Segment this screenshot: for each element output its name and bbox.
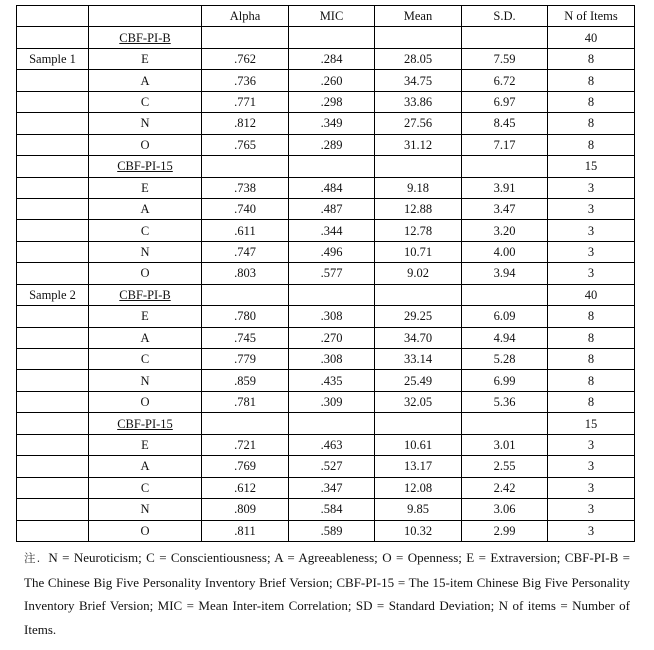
n-cell: 3: [548, 241, 635, 262]
header-mean: Mean: [375, 6, 462, 27]
n-cell: 8: [548, 349, 635, 370]
mean-cell: 10.32: [375, 520, 462, 541]
n-cell: 8: [548, 134, 635, 155]
sample-cell: [17, 156, 89, 177]
sd-cell: 2.55: [462, 456, 548, 477]
sd-cell: [462, 413, 548, 434]
scale-name: CBF-PI-B: [119, 287, 171, 302]
alpha-cell: .765: [202, 134, 289, 155]
table-row: [17, 520, 635, 541]
n-cell: 3: [548, 456, 635, 477]
factor-cell: E: [89, 177, 202, 198]
n-cell: 3: [548, 520, 635, 541]
sample-cell: [17, 27, 89, 48]
note-mark: 注.: [24, 551, 41, 565]
table-row: [17, 70, 635, 91]
header-scale: [89, 6, 202, 27]
n-cell: 8: [548, 113, 635, 134]
sd-cell: 6.09: [462, 306, 548, 327]
sd-cell: 6.72: [462, 70, 548, 91]
reliability-table: [16, 5, 635, 542]
table-row: [17, 134, 635, 155]
header-alpha: Alpha: [202, 6, 289, 27]
sample-cell: [17, 241, 89, 262]
sample-cell: Sample 1: [17, 48, 89, 69]
table-row: [17, 477, 635, 498]
table-row: [17, 434, 635, 455]
mean-cell: 12.88: [375, 198, 462, 219]
mic-cell: .308: [289, 349, 375, 370]
alpha-cell: .740: [202, 198, 289, 219]
n-cell: 15: [548, 156, 635, 177]
alpha-cell: [202, 156, 289, 177]
n-cell: 3: [548, 434, 635, 455]
factor-cell: C: [89, 349, 202, 370]
alpha-cell: [202, 284, 289, 305]
sample-cell: [17, 520, 89, 541]
table-row: [17, 456, 635, 477]
factor-cell: A: [89, 456, 202, 477]
scale-header-row: [17, 284, 635, 305]
sd-cell: 4.00: [462, 241, 548, 262]
table-row: [17, 499, 635, 520]
sample-cell: [17, 391, 89, 412]
table-row: [17, 91, 635, 112]
sample-cell: [17, 198, 89, 219]
table-body: [17, 27, 635, 542]
sd-cell: 5.28: [462, 349, 548, 370]
sd-cell: 5.36: [462, 391, 548, 412]
sd-cell: 4.94: [462, 327, 548, 348]
scale-name-cell: [89, 156, 202, 177]
sample-cell: [17, 413, 89, 434]
scale-name-cell: [89, 27, 202, 48]
n-cell: 8: [548, 306, 635, 327]
n-cell: 3: [548, 198, 635, 219]
factor-cell: O: [89, 391, 202, 412]
mic-cell: .349: [289, 113, 375, 134]
sample-cell: [17, 70, 89, 91]
mean-cell: 25.49: [375, 370, 462, 391]
mic-cell: [289, 156, 375, 177]
n-cell: 8: [548, 70, 635, 91]
sample-cell: [17, 134, 89, 155]
sample-cell: [17, 456, 89, 477]
n-cell: 3: [548, 177, 635, 198]
scale-header-row: [17, 413, 635, 434]
factor-cell: E: [89, 306, 202, 327]
mean-cell: [375, 413, 462, 434]
n-cell: 8: [548, 370, 635, 391]
scale-header-row: [17, 27, 635, 48]
sd-cell: [462, 27, 548, 48]
alpha-cell: [202, 27, 289, 48]
mic-cell: .270: [289, 327, 375, 348]
mean-cell: 9.02: [375, 263, 462, 284]
factor-cell: O: [89, 134, 202, 155]
n-cell: 3: [548, 477, 635, 498]
sd-cell: 3.06: [462, 499, 548, 520]
sample-cell: [17, 477, 89, 498]
mean-cell: 34.75: [375, 70, 462, 91]
n-cell: 8: [548, 391, 635, 412]
alpha-cell: .769: [202, 456, 289, 477]
table-row: [17, 370, 635, 391]
alpha-cell: [202, 413, 289, 434]
alpha-cell: .811: [202, 520, 289, 541]
factor-cell: A: [89, 327, 202, 348]
sample-cell: [17, 327, 89, 348]
factor-cell: A: [89, 70, 202, 91]
sample-cell: [17, 499, 89, 520]
sd-cell: [462, 156, 548, 177]
mic-cell: .463: [289, 434, 375, 455]
mic-cell: .308: [289, 306, 375, 327]
header-sample: [17, 6, 89, 27]
table-row: [17, 349, 635, 370]
factor-cell: C: [89, 91, 202, 112]
mic-cell: .496: [289, 241, 375, 262]
alpha-cell: .745: [202, 327, 289, 348]
alpha-cell: .859: [202, 370, 289, 391]
factor-cell: N: [89, 370, 202, 391]
factor-cell: O: [89, 263, 202, 284]
mean-cell: 33.14: [375, 349, 462, 370]
n-cell: 8: [548, 327, 635, 348]
sd-cell: 7.59: [462, 48, 548, 69]
table-row: [17, 113, 635, 134]
mic-cell: .527: [289, 456, 375, 477]
alpha-cell: .611: [202, 220, 289, 241]
mean-cell: 33.86: [375, 91, 462, 112]
sd-cell: 2.42: [462, 477, 548, 498]
table-row: [17, 327, 635, 348]
mic-cell: .289: [289, 134, 375, 155]
scale-name: CBF-PI-15: [117, 416, 173, 431]
mic-cell: .284: [289, 48, 375, 69]
table-row: [17, 198, 635, 219]
n-cell: 3: [548, 263, 635, 284]
factor-cell: A: [89, 198, 202, 219]
mean-cell: 12.08: [375, 477, 462, 498]
alpha-cell: .781: [202, 391, 289, 412]
table-title-clipped: [0, 0, 654, 4]
note-text: N = Neuroticism; C = Conscientiousness; A = Agreeableness; O = Openness; E = Extraversion; CBF-PI-B = The Chinese Big Five Personality Inventory Brief Version; CBF-PI-15 = The 15-item Chinese Big Five Personality Inventory Brief Version; MIC = Mean Inter-item Correlation; SD = Standard Deviation; N of items = Number of Items.: [24, 550, 630, 637]
alpha-cell: .812: [202, 113, 289, 134]
table-row: [17, 177, 635, 198]
mic-cell: .584: [289, 499, 375, 520]
mic-cell: [289, 284, 375, 305]
sample-cell: [17, 370, 89, 391]
mean-cell: 31.12: [375, 134, 462, 155]
n-cell: 40: [548, 284, 635, 305]
factor-cell: N: [89, 499, 202, 520]
sample-cell: [17, 220, 89, 241]
scale-header-row: [17, 156, 635, 177]
mean-cell: 29.25: [375, 306, 462, 327]
mic-cell: .577: [289, 263, 375, 284]
mean-cell: 12.78: [375, 220, 462, 241]
sample-cell: [17, 434, 89, 455]
alpha-cell: .803: [202, 263, 289, 284]
mic-cell: [289, 27, 375, 48]
sd-cell: 6.99: [462, 370, 548, 391]
mic-cell: .347: [289, 477, 375, 498]
header-n-items: N of Items: [548, 6, 635, 27]
alpha-cell: .762: [202, 48, 289, 69]
scale-name-cell: [89, 284, 202, 305]
alpha-cell: .771: [202, 91, 289, 112]
alpha-cell: .612: [202, 477, 289, 498]
sd-cell: 6.97: [462, 91, 548, 112]
alpha-cell: .736: [202, 70, 289, 91]
factor-cell: C: [89, 477, 202, 498]
table-row: [17, 306, 635, 327]
sample-cell: [17, 113, 89, 134]
sd-cell: 3.91: [462, 177, 548, 198]
mean-cell: [375, 284, 462, 305]
mean-cell: 9.18: [375, 177, 462, 198]
table-row: [17, 220, 635, 241]
factor-cell: E: [89, 434, 202, 455]
mean-cell: 28.05: [375, 48, 462, 69]
n-cell: 15: [548, 413, 635, 434]
table-row: [17, 391, 635, 412]
sd-cell: 3.94: [462, 263, 548, 284]
table-row: [17, 241, 635, 262]
table-note: [24, 546, 630, 641]
table-row: [17, 263, 635, 284]
mic-cell: .344: [289, 220, 375, 241]
mean-cell: 32.05: [375, 391, 462, 412]
sd-cell: 7.17: [462, 134, 548, 155]
factor-cell: N: [89, 241, 202, 262]
header-mic: MIC: [289, 6, 375, 27]
n-cell: 3: [548, 499, 635, 520]
mean-cell: [375, 156, 462, 177]
mean-cell: [375, 27, 462, 48]
header-row: [17, 6, 635, 27]
factor-cell: E: [89, 48, 202, 69]
alpha-cell: .721: [202, 434, 289, 455]
mic-cell: .484: [289, 177, 375, 198]
n-cell: 40: [548, 27, 635, 48]
mic-cell: .260: [289, 70, 375, 91]
n-cell: 8: [548, 48, 635, 69]
alpha-cell: .809: [202, 499, 289, 520]
scale-name: CBF-PI-B: [119, 30, 171, 45]
sd-cell: 3.20: [462, 220, 548, 241]
mean-cell: 27.56: [375, 113, 462, 134]
mean-cell: 13.17: [375, 456, 462, 477]
n-cell: 3: [548, 220, 635, 241]
mic-cell: .309: [289, 391, 375, 412]
factor-cell: N: [89, 113, 202, 134]
sd-cell: 8.45: [462, 113, 548, 134]
mic-cell: .487: [289, 198, 375, 219]
table-row: [17, 48, 635, 69]
sd-cell: 2.99: [462, 520, 548, 541]
mean-cell: 9.85: [375, 499, 462, 520]
scale-name-cell: [89, 413, 202, 434]
sample-cell: Sample 2: [17, 284, 89, 305]
mic-cell: .589: [289, 520, 375, 541]
mic-cell: .298: [289, 91, 375, 112]
mean-cell: 10.71: [375, 241, 462, 262]
sd-cell: [462, 284, 548, 305]
header-sd: S.D.: [462, 6, 548, 27]
alpha-cell: .779: [202, 349, 289, 370]
sample-cell: [17, 349, 89, 370]
mic-cell: .435: [289, 370, 375, 391]
factor-cell: C: [89, 220, 202, 241]
sample-cell: [17, 306, 89, 327]
sd-cell: 3.01: [462, 434, 548, 455]
sample-cell: [17, 177, 89, 198]
sample-cell: [17, 91, 89, 112]
alpha-cell: .780: [202, 306, 289, 327]
sd-cell: 3.47: [462, 198, 548, 219]
scale-name: CBF-PI-15: [117, 159, 173, 174]
mean-cell: 34.70: [375, 327, 462, 348]
factor-cell: O: [89, 520, 202, 541]
alpha-cell: .738: [202, 177, 289, 198]
n-cell: 8: [548, 91, 635, 112]
alpha-cell: .747: [202, 241, 289, 262]
mean-cell: 10.61: [375, 434, 462, 455]
mic-cell: [289, 413, 375, 434]
sample-cell: [17, 263, 89, 284]
